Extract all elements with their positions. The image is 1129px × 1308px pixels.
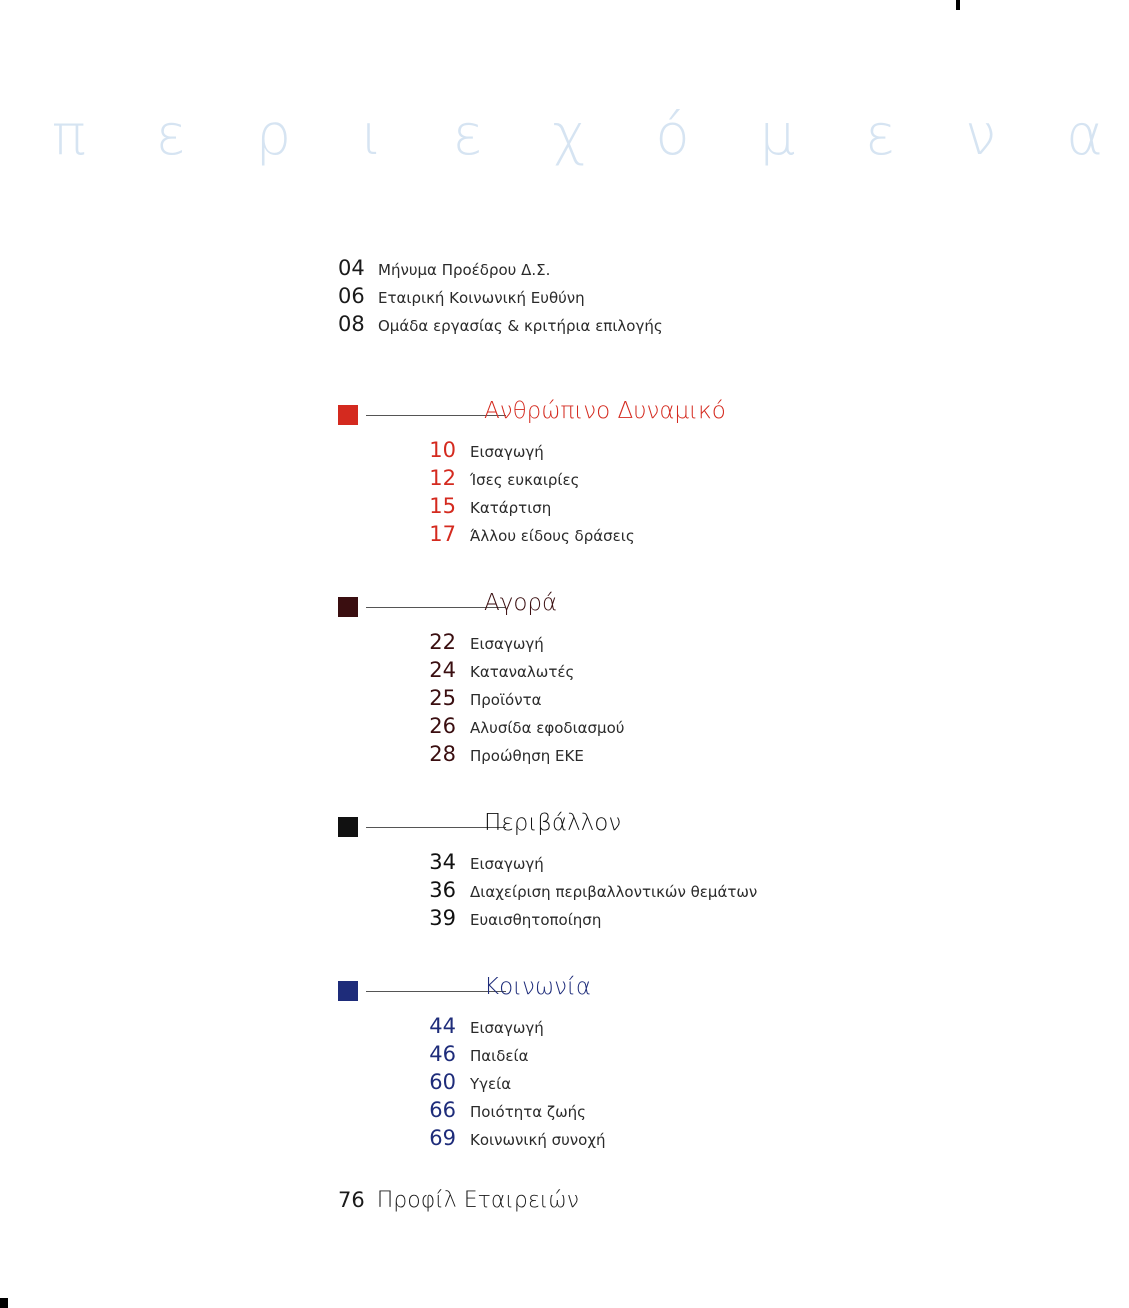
entry-label: Υγεία [470,1075,512,1093]
page-number: 25 [429,686,456,710]
section-title[interactable]: Περιβάλλον [484,810,622,836]
toc-item[interactable] [338,1014,606,1042]
section-header [338,590,624,630]
toc-item[interactable] [338,878,757,906]
entry-label: Κατάρτιση [470,499,552,517]
entry-label: Εισαγωγή [470,1019,544,1037]
section-header [338,398,726,438]
scan-mark [956,0,960,10]
toc-item[interactable] [338,1126,606,1154]
page-number: 24 [429,658,456,682]
footer-entry[interactable] [338,1188,579,1213]
page-number: 36 [429,878,456,902]
toc-item[interactable] [338,1070,606,1098]
page-number: 08 [338,312,365,336]
section-market [338,590,625,770]
page-number: 60 [429,1070,456,1094]
toc-item[interactable] [338,1042,606,1070]
section-color-square [338,597,358,617]
page-number: 34 [429,850,456,874]
toc-item[interactable] [338,714,624,742]
entry-label: Εισαγωγή [470,635,544,653]
entry-label: Εισαγωγή [470,443,544,461]
entry-label: Προώθηση ΕΚΕ [470,747,584,765]
entry-label: Ομάδα εργασίας & κριτήρια επιλογής [378,317,663,335]
intro-item[interactable] [338,284,663,312]
toc-item[interactable] [338,1098,606,1126]
page-number: 12 [429,466,456,490]
section-header [338,974,606,1014]
entry-label: Παιδεία [470,1047,529,1065]
page-number: 17 [429,522,456,546]
toc-item[interactable] [338,850,757,878]
intro-item[interactable] [338,256,663,284]
entry-label: Διαχείριση περιβαλλοντικών θεμάτων [470,883,758,901]
entry-label: Ευαισθητοποίηση [470,911,602,929]
entry-label: Εισαγωγή [470,855,544,873]
entry-label: Προϊόντα [470,691,542,709]
entry-label: Εταιρική Κοινωνική Ευθύνη [378,289,585,307]
page-number: 28 [429,742,456,766]
entry-label: Αλυσίδα εφοδιασμού [470,719,625,737]
entry-label: Μήνυμα Προέδρου Δ.Σ. [378,261,551,279]
toc-item[interactable] [338,630,624,658]
page-number: 22 [429,630,456,654]
entry-label: Κοινωνική συνοχή [470,1131,606,1149]
intro-item[interactable] [338,312,663,340]
page-number: 39 [429,906,456,930]
page-number: 10 [429,438,456,462]
page-number: 69 [429,1126,456,1150]
page-number: 15 [429,494,456,518]
toc-item[interactable] [338,494,635,522]
section-color-square [338,405,358,425]
scan-mark [0,1298,8,1308]
section-society [338,974,606,1154]
toc-item[interactable] [338,438,635,466]
section-title[interactable]: Ανθρώπινο Δυναμικό [484,398,726,424]
entry-label: Ποιότητα ζωής [470,1103,586,1121]
page-title: π ε ρ ι ε χ ό μ ε ν α [52,103,1129,168]
page-number: 26 [429,714,456,738]
entry-label: Άλλου είδους δράσεις [470,527,635,545]
footer-title: Προφίλ Εταιρειών [376,1188,579,1213]
toc-item[interactable] [338,466,635,494]
page-number: 66 [429,1098,456,1122]
toc-item[interactable] [338,742,624,770]
section-title[interactable]: Κοινωνία [484,974,592,1000]
section-color-square [338,817,358,837]
section-header [338,810,757,850]
toc-item[interactable] [338,522,635,550]
page-number: 46 [429,1042,456,1066]
section-title[interactable]: Αγορά [484,590,558,616]
toc-item[interactable] [338,906,757,934]
toc-item[interactable] [338,686,624,714]
page-number: 76 [338,1188,365,1212]
page-number: 06 [338,284,365,308]
page-number: 04 [338,256,365,280]
section-human-resources [338,398,726,550]
section-environment [338,810,758,934]
section-color-square [338,981,358,1001]
intro-list [338,256,663,340]
entry-label: Ίσες ευκαιρίες [470,471,580,489]
page-number: 44 [429,1014,456,1038]
toc-item[interactable] [338,658,624,686]
entry-label: Καταναλωτές [470,663,575,681]
